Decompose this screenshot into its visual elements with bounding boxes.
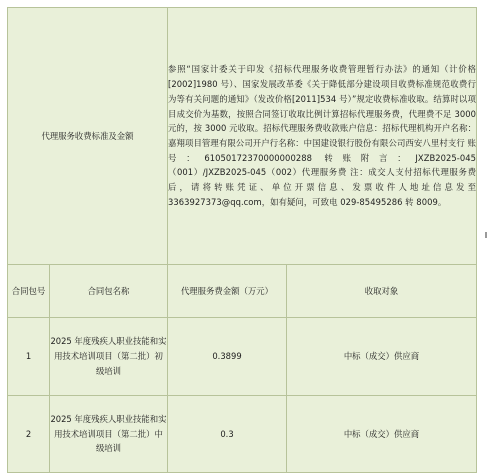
fee-standard-content: 参照“国家计委关于印发《招标代理服务收费管理暂行办法》的通知（计价格[2002]1980 号）、国家发展改革委《关于降低部分建设项目收费标准规范收费行为等有关问题的通知》（发改价格[2011]534 号）”规定收费标准收取。结算时以项目成交价为基数，按照合同签订收取比例计算招标代理服务费，代理费不足 3000 元的，按 3000 元收取。招标代理服务费收款账户信息：招标代理机构开户名称：嘉翔项目管理有限公司开户行名称：中国建设银行股份有限公司西安八里村支行 账号：61050172370000000288 转账附言：JXZB2025-045（001）/JXZB2025-045（002）代理服务费 注：成交人支付招标代理服务费后，请将转账凭证、单位开票信息、发票收件人地址信息发至 3363927373@qq.com，如有疑问，可致电 029-85495286 转 8009。 (168, 8, 477, 265)
row-fee-amount: 0.3 (168, 396, 287, 473)
row-package-name: 2025 年度残疾人职业技能和实用技术培训项目（第二批）初级培训 (50, 318, 168, 396)
table-row (8, 318, 477, 396)
row-package-number: 2 (8, 396, 50, 473)
row-fee-amount: 0.3899 (168, 318, 287, 396)
fee-standard-label: 代理服务收费标准及金额 (8, 8, 168, 265)
header-package-number: 合同包号 (8, 265, 50, 318)
table-row (8, 396, 477, 473)
table-header-row (8, 265, 477, 318)
row-payer: 中标（成交）供应商 (287, 318, 477, 396)
header-package-name: 合同包名称 (50, 265, 168, 318)
fee-standard-row (8, 8, 477, 265)
row-package-number: 1 (8, 318, 50, 396)
agency-fee-table (7, 7, 477, 473)
header-payer: 收取对象 (287, 265, 477, 318)
row-payer: 中标（成交）供应商 (287, 396, 477, 473)
header-fee-amount: 代理服务费金额（万元） (168, 265, 287, 318)
row-package-name: 2025 年度残疾人职业技能和实用技术培训项目（第二批）中级培训 (50, 396, 168, 473)
